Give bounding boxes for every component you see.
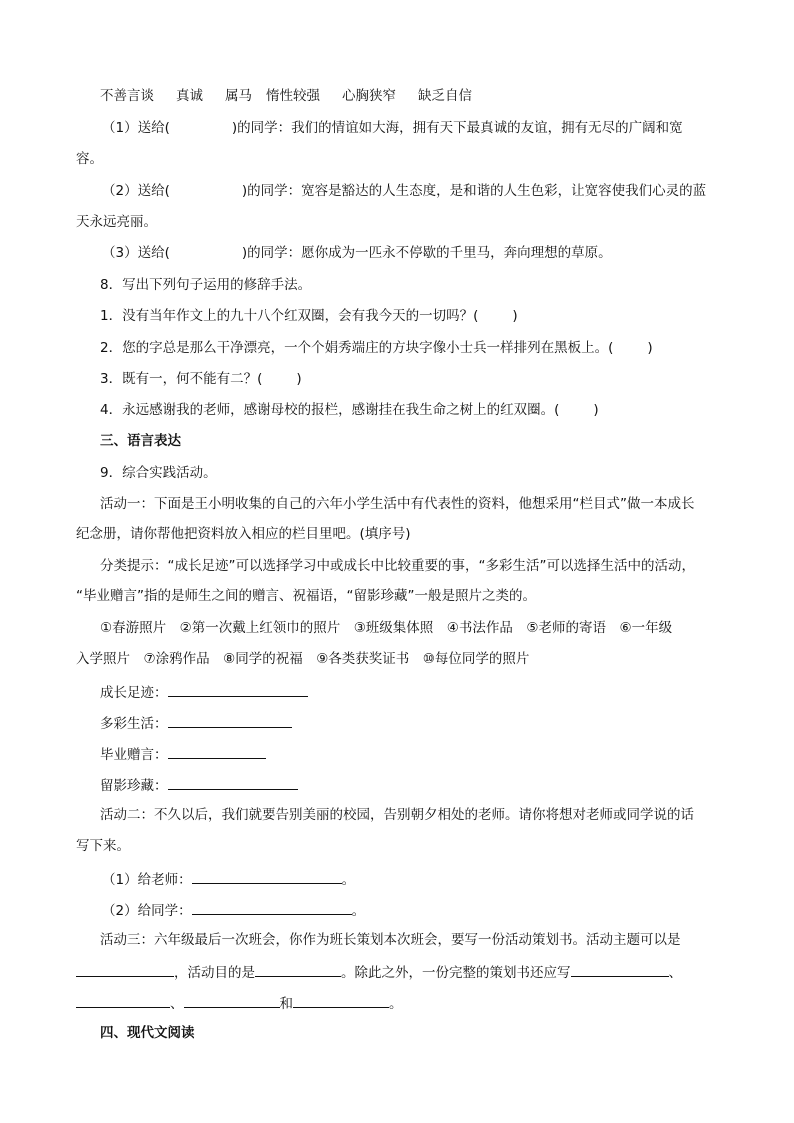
- q8-title: 8．写出下列句子运用的修辞手法。: [100, 277, 312, 293]
- section-4-heading: 四、现代文阅读: [100, 1025, 195, 1041]
- column-photos: 留影珍藏：: [100, 775, 298, 795]
- q9-title: 9．综合实践活动。: [100, 465, 217, 481]
- q8-item-2: 2．您的字总是那么干净漂亮，一个个娟秀端庄的方块字像小士兵一样排列在黑板上。( ): [100, 340, 653, 356]
- trait-4: 惰性较强: [266, 88, 320, 104]
- trait-3: 属马: [225, 88, 252, 104]
- answer-line[interactable]: [168, 713, 292, 728]
- answer-line[interactable]: [255, 962, 341, 977]
- answer-line[interactable]: [571, 962, 669, 977]
- answer-line[interactable]: [168, 775, 298, 790]
- hint-line-1: 分类提示：“成长足迹”可以选择学习中或成长中比较重要的事，“多彩生活”可以选择生活中的活动，: [100, 558, 695, 574]
- activity-2-line-2: 写下来。: [76, 838, 130, 854]
- activity-1-line-1: 活动一：下面是王小明收集的自己的六年小学生活中有代表性的资料，他想采用“栏目式”做一本成长: [100, 496, 695, 512]
- activity-3-line-1: 活动三：六年级最后一次班会，你作为班长策划本次班会，要写一份活动策划书。活动主题可以是: [100, 932, 681, 948]
- send-item-1-cont: 容。: [76, 151, 103, 167]
- activity-3-line-3: 、 和 。: [76, 993, 403, 1013]
- trait-5: 心胸狭窄: [342, 88, 396, 104]
- answer-line[interactable]: [192, 900, 352, 915]
- trait-1: 不善言谈: [100, 88, 154, 104]
- column-farewell: 毕业赠言：: [100, 744, 266, 764]
- to-classmate: （2）给同学： 。: [102, 900, 365, 920]
- answer-line[interactable]: [76, 962, 174, 977]
- q8-item-3: 3．既有一，何不能有二？( ): [100, 371, 302, 387]
- q8-item-1: 1．没有当年作文上的九十八个红双圈，会有我今天的一切吗？( ): [100, 308, 518, 324]
- send-item-1: （1）送给( )的同学：我们的情谊如大海，拥有天下最真诚的友谊，拥有无尽的广阔和宽: [102, 120, 683, 136]
- trait-2: 真诚: [176, 88, 203, 104]
- send-item-2: （2）送给( )的同学：宽容是豁达的人生态度，是和谐的人生色彩，让宽容使我们心灵的蓝: [102, 183, 707, 199]
- trait-6: 缺乏自信: [418, 88, 472, 104]
- answer-line[interactable]: [192, 869, 342, 884]
- answer-line[interactable]: [168, 744, 266, 759]
- answer-line[interactable]: [293, 993, 389, 1008]
- answer-line[interactable]: [184, 993, 280, 1008]
- column-growth: 成长足迹：: [100, 682, 308, 702]
- send-item-3: （3）送给( )的同学：愿你成为一匹永不停歇的千里马，奔向理想的草原。: [102, 245, 612, 261]
- q8-item-4: 4．永远感谢我的老师，感谢母校的报栏，感谢挂在我生命之树上的红双圈。( ): [100, 402, 599, 418]
- activity-3-line-2: ，活动目的是 。除此之外，一份完整的策划书还应写 、: [76, 962, 682, 982]
- hint-line-2: “毕业赠言”指的是师生之间的赠言、祝福语，“留影珍藏”一般是照片之类的。: [76, 588, 536, 604]
- send-item-2-cont: 天永远亮丽。: [76, 214, 157, 230]
- materials-list-line-2: 入学照片 ⑦涂鸦作品 ⑧同学的祝福 ⑨各类获奖证书 ⑩每位同学的照片: [76, 651, 530, 667]
- traits-row: [100, 87, 472, 105]
- to-teacher: （1）给老师： 。: [102, 869, 355, 889]
- section-3-heading: 三、语言表达: [100, 433, 181, 449]
- activity-1-line-2: 纪念册，请你帮他把资料放入相应的栏目里吧。(填序号): [76, 526, 411, 542]
- column-life: 多彩生活：: [100, 713, 292, 733]
- answer-line[interactable]: [76, 993, 170, 1008]
- materials-list-line-1: ①春游照片 ②第一次戴上红领巾的照片 ③班级集体照 ④书法作品 ⑤老师的寄语 ⑥一年级: [100, 620, 673, 636]
- activity-2-line-1: 活动二：不久以后，我们就要告别美丽的校园，告别朝夕相处的老师。请你将想对老师或同学说的话: [100, 807, 694, 823]
- answer-line[interactable]: [168, 682, 308, 697]
